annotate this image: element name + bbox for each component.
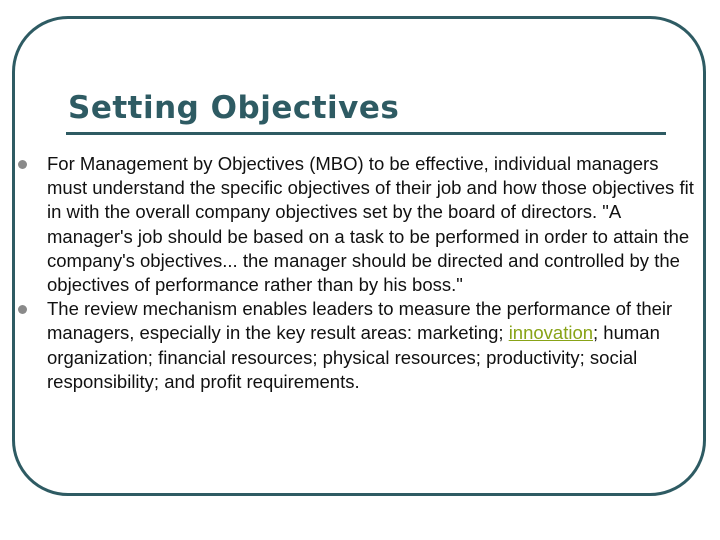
bullet-text-mbo: For Management by Objectives (MBO) to be effective, individual managers must understand the specific objectives of their job and how those objectives fit in with the overall company objectives set by the board of directors. "A manager's job should be based on a task to be performed in order to attain the company's objectives... the manager should be directed and controlled by the objectives of performance rather than by his boss." (47, 153, 694, 296)
title-underline (66, 132, 666, 135)
innovation-link[interactable]: innovation (508, 322, 594, 344)
bullet-dot-icon (18, 305, 27, 314)
bullet-item-mbo (18, 152, 702, 297)
bullet-text-review-end: ; human organization; financial resources; physical resources; productivity; social responsibility; and profit requirements. (47, 322, 660, 392)
bullet-list (18, 152, 702, 394)
slide-title: Setting Objectives (68, 90, 400, 126)
bullet-item-review (18, 297, 702, 394)
bullet-dot-icon (18, 160, 27, 169)
bullet-text-review-start: The review mechanism enables leaders to measure the performance of their managers, especially in the key result areas: marketing; (47, 298, 673, 344)
